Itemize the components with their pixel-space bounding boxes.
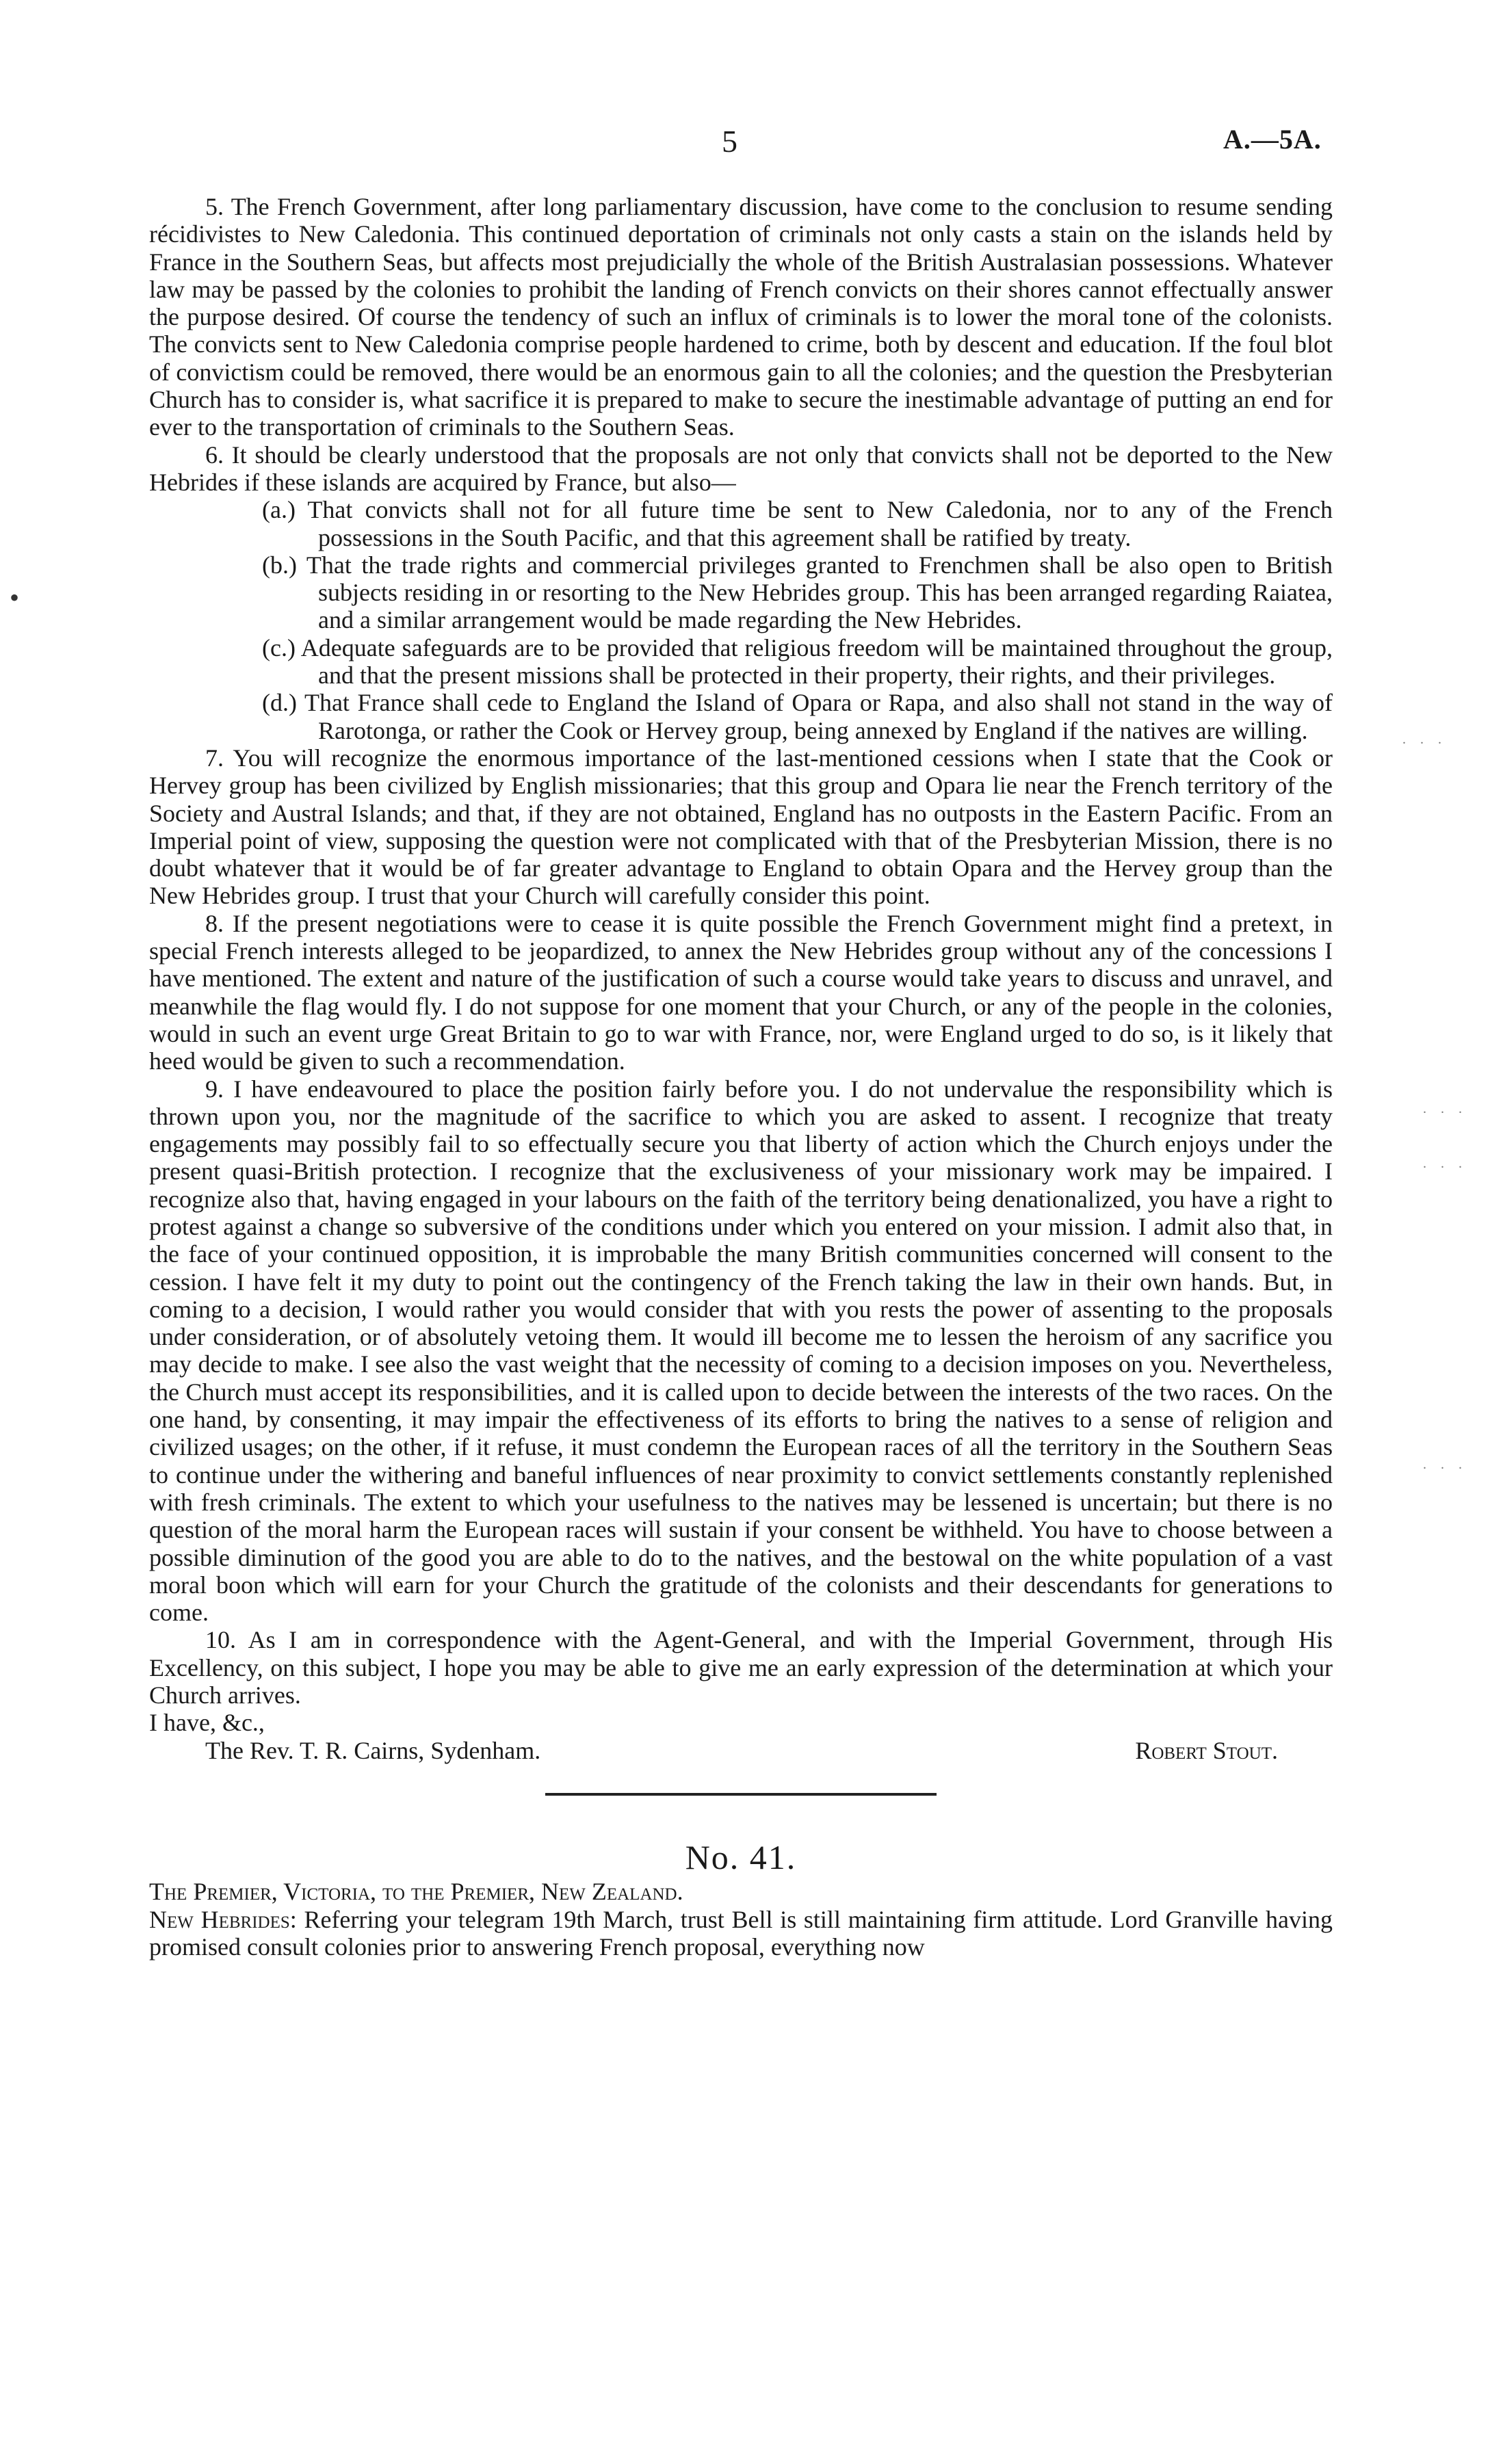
addressee: The Rev. T. R. Cairns, Sydenham.: [205, 1736, 541, 1764]
telegram-subject: New Hebrides:: [149, 1905, 297, 1933]
paragraph-8: 8. If the present negotiations were to cease it is quite possible the French Government might find a pretext, in special French interests alleged to be jeopardized, to annex the New Hebrides group without any of the concessions I have mentioned. The extent and nature of the justification of such a course would take years to discuss and unravel, and meanwhile the flag would fly. I do not suppose for one moment that your Church, or any of the people in the colonies, would in such an event urge Great Britain to go to war with France, nor, were England urged to do so, is it likely that heed would be given to such a recommendation.: [149, 909, 1333, 1075]
telegram-body: [149, 1906, 1333, 1961]
list-item-c: (c.) Adequate safeguards are to be provided that religious freedom will be maintained throughout the group, and that the present missions shall be protected in their property, their rights, and their privileges.: [262, 633, 1333, 690]
margin-speckle: . . .: [1423, 1156, 1467, 1171]
page-number: 5: [722, 124, 737, 159]
list-item-a: (a.) That convicts shall not for all future time be sent to New Caledonia, nor to any of the French possessions in the South Pacific, and that this agreement shall be ratified by treaty.: [262, 496, 1333, 551]
telegram-text: Referring your telegram 19th March, trust Bell is still maintaining firm attitude. Lord Granville having promised consult colonies prior to answering French proposal, everything now: [149, 1905, 1333, 1961]
paragraph-6: 6. It should be clearly understood that the proposals are not only that convicts shall not be deported to the New Hebrides if these islands are acquired by France, but also—: [149, 441, 1333, 496]
document-number: No. 41.: [685, 1837, 797, 1876]
list-item-b: (b.) That the trade rights and commercial privileges granted to Frenchmen shall be also open to British subjects residing in or resorting to the New Hebrides group. This has been arranged regarding Raiatea, and a similar arrangement would be made regarding the New Hebrides.: [262, 551, 1333, 634]
document-reference: A.—5A.: [1223, 124, 1322, 155]
margin-speckle: . . .: [1402, 732, 1447, 747]
margin-speckle: . . .: [1423, 1457, 1467, 1472]
letter-body: [149, 193, 1333, 1961]
paragraph-5: 5. The French Government, after long parliamentary discussion, have come to the conclusion to resume sending récidivistes to New Caledonia. This continued deportation of criminals not only casts a stain on the islands held by France in the Southern Seas, but affects most prejudicially the whole of the British Australasian possessions. Whatever law may be passed by the colonies to prohibit the landing of French convicts on their shores cannot effectually answer the purpose desired. Of course the tendency of such an influx of criminals is to lower the moral tone of the colonists. The convicts sent to New Caledonia comprise people hardened to crime, both by descent and education. If the foul blot of convictism could be removed, there would be an enormous gain to all the colonies; and the question the Presbyterian Church has to consider is, what sacrifice it is prepared to make to secure the inestimable advantage of putting an end for ever to the transportation of criminals to the Southern Seas.: [149, 193, 1333, 441]
complimentary-close: I have, &c.,: [149, 1709, 265, 1737]
page-header: [0, 123, 1503, 164]
paragraph-9: 9. I have endeavoured to place the position fairly before you. I do not undervalue the responsibility which is thrown upon you, nor the magnitude of the sacrifice to which you are asked to assent. I recognize that treaty engagements may possibly fail to so effectually secure you that liberty of action which the Church enjoys under the present quasi-British protection. I recognize that the exclusiveness of your missionary work may be impaired. I recognize also that, having engaged in your labours on the faith of the territory being denationalized, you have a right to protest against a change so subversive of the conditions under which you entered on your mission. I admit also that, in the face of your continued opposition, it is improbable the many British communities concerned will consent to the cession. I have felt it my duty to point out the contingency of the French taking the law in their own hands. But, in coming to a decision, I would rather you would consider that with you rests the power of assenting to the proposals under consideration, or of absolutely vetoing them. It would ill become me to lessen the heroism of any sacrifice you may decide to make. I see also the vast weight that the necessity of coming to a decision imposes on you. Nevertheless, the Church must accept its responsibilities, and it is called upon to decide between the interests of the two races. On the one hand, by consenting, it may impair the effectiveness of its efforts to bring the natives to a sense of religion and civilized usages; on the other, if it refuse, it must condemn the European races of all the territory in the Southern Seas to continue under the withering and baneful influences of near proximity to convict settlements constantly replenished with fresh criminals. The extent to which your usefulness to the natives may be lessened is uncertain; but there is no question of the moral harm the European races will sustain if your consent be withheld. You have to choose between a possible diminution of the good you are able to do to the natives, and the bestowal on the white population of a vast moral boon which will earn for your Church the gratitude of the colonists and their descendants for generations to come.: [149, 1075, 1333, 1627]
telegram-heading: The Premier, Victoria, to the Premier, New Zealand.: [149, 1878, 683, 1906]
margin-mark: •: [10, 582, 20, 613]
margin-speckle: . . .: [1423, 1101, 1467, 1116]
paragraph-7: 7. You will recognize the enormous importance of the last-mentioned cessions when I state that the Cook or Hervey group has been civilized by English missionaries; that this group and Opara lie near the French territory of the Society and Austral Islands; and that, if they are not obtained, England has no outposts in the Eastern Pacific. From an Imperial point of view, supposing the question were not complicated with that of the Presbyterian Mission, there is no doubt whatever that it would be of far greater advantage to England to obtain Opara and the Hervey group than the New Hebrides group. I trust that your Church will carefully consider this point.: [149, 744, 1333, 910]
signature-row: [149, 1737, 1333, 1764]
list-item-d: (d.) That France shall cede to England the Island of Opara or Rapa, and also shall not stand in the way of Rarotonga, or rather the Cook or Hervey group, being annexed by England if the natives are willing.: [262, 689, 1333, 744]
paragraph-10: 10. As I am in correspondence with the Agent-General, and with the Imperial Government, through His Excellency, on this subject, I hope you may be able to give me an early expression of the determination at which your Church arrives.: [149, 1626, 1333, 1709]
signature: Robert Stout.: [1135, 1736, 1278, 1764]
section-divider: [545, 1793, 937, 1796]
